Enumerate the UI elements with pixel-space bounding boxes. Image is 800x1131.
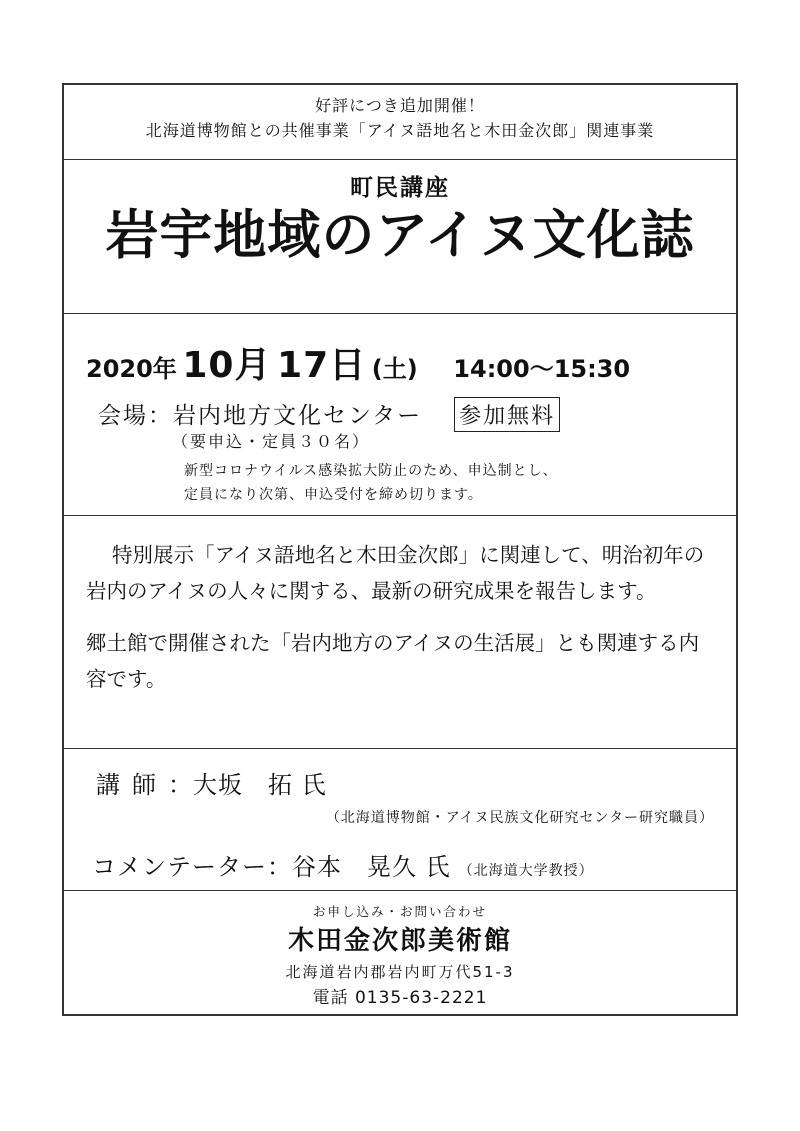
free-admission-badge: 参加無料: [454, 397, 560, 432]
commentator-affiliation: （北海道大学教授）: [458, 863, 594, 879]
organization-address: 北海道岩内郡岩内町万代51-3: [285, 963, 515, 981]
lecturer-affiliation: （北海道博物館・アイヌ民族文化研究センター研究職員）: [325, 810, 714, 826]
event-time: 14:00～15:30: [453, 355, 631, 383]
description-section: [64, 537, 736, 697]
lecturer-role: 講師: [96, 771, 168, 799]
divider: [64, 515, 736, 516]
reservation-note: （要申込・定員３０名）: [172, 432, 371, 451]
covid-note-line2: 定員になり次第、申込受付を締め切ります。: [184, 487, 483, 503]
divider: [64, 748, 736, 749]
date-month: 10: [182, 345, 235, 386]
speakers-section: [64, 765, 736, 890]
lecturer-name: ：大坂 拓 氏: [168, 771, 327, 799]
description-text-1: 特別展示「アイヌ語地名と木田金次郎」に関連して、明治初年の岩内のアイヌの人々に関する、最新の研究成果を報告します。: [86, 543, 705, 603]
contact-label: お申し込み・お問い合わせ: [312, 904, 487, 919]
header-cosponsor: 北海道博物館との共催事業「アイヌ語地名と木田金次郎」関連事業: [145, 121, 655, 140]
commentator: [92, 847, 594, 882]
covid-note: [184, 459, 558, 507]
date-year: 2020: [86, 355, 153, 383]
date-day: 17: [277, 345, 330, 386]
description-paragraph: [86, 625, 714, 697]
commentator-name: コメンテーター：谷本 晃久 氏: [92, 853, 451, 881]
covid-note-line1: 新型コロナウイルス感染拡大防止のため、申込制とし、: [184, 463, 558, 479]
date-day-unit: 日: [329, 345, 367, 386]
organization-name: 木田金次郎美術館: [287, 926, 512, 956]
header-section: [64, 93, 736, 143]
date-month-unit: 月: [234, 345, 272, 386]
event-subtitle: 町民講座: [350, 175, 450, 201]
flyer-frame: [62, 83, 738, 1016]
organization-phone: 電話 0135-63-2221: [312, 988, 488, 1008]
divider: [64, 159, 736, 160]
venue-label: 会場：岩内地方文化センター: [98, 403, 423, 429]
title-section: [64, 173, 736, 269]
divider: [64, 890, 736, 891]
lecturer: [96, 765, 327, 800]
header-announcement: 好評につき追加開催！: [315, 96, 485, 115]
event-date: [86, 337, 736, 388]
date-year-unit: 年: [152, 355, 177, 383]
event-title: 岩宇地域のアイヌ文化誌: [105, 205, 695, 266]
date-weekday: (土): [371, 355, 418, 383]
description-text-2: 郷土館で開催された「岩内地方のアイヌの生活展」とも関連する内容です。: [86, 631, 700, 691]
venue: [98, 397, 560, 432]
date-venue-section: [64, 337, 736, 507]
contact-section: [64, 901, 736, 1011]
description-paragraph: [86, 537, 714, 609]
divider: [64, 313, 736, 314]
